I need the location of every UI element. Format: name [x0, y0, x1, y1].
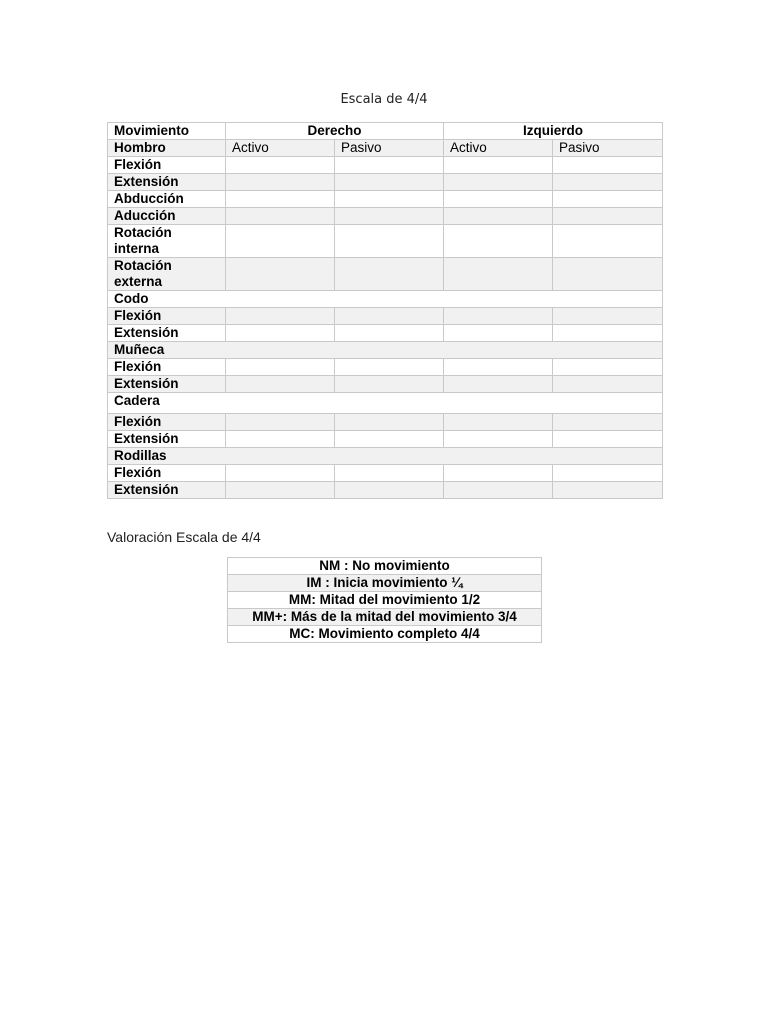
movement-label: Flexión [108, 359, 226, 376]
group-label-hombro: Hombro [108, 140, 226, 157]
legend-row [228, 558, 542, 575]
legend-row [228, 609, 542, 626]
header-derecho: Derecho [226, 123, 444, 140]
left-active-cell [444, 208, 553, 225]
left-active-cell [444, 482, 553, 499]
legend-item: MC: Movimiento completo 4/4 [228, 626, 542, 643]
right-active-cell [226, 258, 335, 291]
movement-table [107, 122, 663, 499]
movement-label: Rotación interna [108, 225, 226, 258]
right-passive-cell [335, 308, 444, 325]
header-izquierdo: Izquierdo [444, 123, 663, 140]
left-active-cell [444, 191, 553, 208]
left-active-cell [444, 431, 553, 448]
group-row [108, 448, 663, 465]
table-header-row [108, 123, 663, 140]
right-active-cell [226, 359, 335, 376]
right-active-cell [226, 431, 335, 448]
document-title: Escala de 4/4 [340, 92, 428, 107]
left-active-cell [444, 258, 553, 291]
movement-label: Aducción [108, 208, 226, 225]
right-passive-cell [335, 431, 444, 448]
right-active-cell [226, 414, 335, 431]
table-row [108, 308, 663, 325]
legend-item: IM : Inicia movimiento ¼ [228, 575, 542, 592]
movement-label: Extensión [108, 325, 226, 342]
right-passive-cell [335, 208, 444, 225]
legend-item: NM : No movimiento [228, 558, 542, 575]
left-passive-cell [553, 191, 663, 208]
right-passive-cell [335, 325, 444, 342]
left-passive-cell [553, 414, 663, 431]
left-passive-cell [553, 174, 663, 191]
valoracion-title: Valoración Escala de 4/4 [107, 529, 261, 545]
group-label: Cadera [108, 393, 663, 414]
left-active-cell [444, 359, 553, 376]
group-label: Muñeca [108, 342, 663, 359]
valoracion-legend-table [227, 557, 542, 643]
movement-label: Extensión [108, 174, 226, 191]
table-row [108, 431, 663, 448]
legend-row [228, 575, 542, 592]
right-passive-cell [335, 191, 444, 208]
left-active-cell [444, 465, 553, 482]
movement-label: Flexión [108, 414, 226, 431]
table-row [108, 157, 663, 174]
movement-label: Abducción [108, 191, 226, 208]
left-active-cell [444, 174, 553, 191]
table-row [108, 482, 663, 499]
subheader-left-passive: Pasivo [553, 140, 663, 157]
right-passive-cell [335, 376, 444, 393]
subheader-right-passive: Pasivo [335, 140, 444, 157]
left-passive-cell [553, 431, 663, 448]
left-active-cell [444, 308, 553, 325]
legend-item: MM+: Más de la mitad del movimiento 3/4 [228, 609, 542, 626]
legend-row [228, 592, 542, 609]
left-active-cell [444, 414, 553, 431]
table-row [108, 225, 663, 258]
left-passive-cell [553, 308, 663, 325]
right-passive-cell [335, 174, 444, 191]
left-active-cell [444, 225, 553, 258]
right-active-cell [226, 225, 335, 258]
group-label: Codo [108, 291, 663, 308]
left-active-cell [444, 157, 553, 174]
left-passive-cell [553, 225, 663, 258]
right-passive-cell [335, 225, 444, 258]
table-row [108, 208, 663, 225]
left-passive-cell [553, 482, 663, 499]
right-passive-cell [335, 465, 444, 482]
table-row [108, 191, 663, 208]
group-row [108, 393, 663, 414]
right-passive-cell [335, 157, 444, 174]
right-active-cell [226, 482, 335, 499]
table-subheader-row [108, 140, 663, 157]
table-row [108, 258, 663, 291]
header-movimiento: Movimiento [108, 123, 226, 140]
right-active-cell [226, 376, 335, 393]
subheader-right-active: Activo [226, 140, 335, 157]
legend-item: MM: Mitad del movimiento 1/2 [228, 592, 542, 609]
right-passive-cell [335, 258, 444, 291]
right-active-cell [226, 157, 335, 174]
right-passive-cell [335, 359, 444, 376]
left-passive-cell [553, 376, 663, 393]
left-passive-cell [553, 465, 663, 482]
right-passive-cell [335, 482, 444, 499]
movement-label: Extensión [108, 482, 226, 499]
left-passive-cell [553, 359, 663, 376]
movement-label: Flexión [108, 308, 226, 325]
left-passive-cell [553, 325, 663, 342]
left-active-cell [444, 325, 553, 342]
movement-label: Extensión [108, 376, 226, 393]
table-row [108, 174, 663, 191]
group-label: Rodillas [108, 448, 663, 465]
right-passive-cell [335, 414, 444, 431]
legend-row [228, 626, 542, 643]
table-row [108, 359, 663, 376]
group-row [108, 291, 663, 308]
left-passive-cell [553, 208, 663, 225]
left-passive-cell [553, 258, 663, 291]
table-row [108, 325, 663, 342]
right-active-cell [226, 191, 335, 208]
table-row [108, 414, 663, 431]
subheader-left-active: Activo [444, 140, 553, 157]
table-row [108, 465, 663, 482]
left-passive-cell [553, 157, 663, 174]
right-active-cell [226, 308, 335, 325]
table-row [108, 376, 663, 393]
right-active-cell [226, 174, 335, 191]
left-active-cell [444, 376, 553, 393]
right-active-cell [226, 325, 335, 342]
movement-label: Flexión [108, 465, 226, 482]
right-active-cell [226, 208, 335, 225]
movement-label: Rotación externa [108, 258, 226, 291]
right-active-cell [226, 465, 335, 482]
group-row [108, 342, 663, 359]
movement-label: Extensión [108, 431, 226, 448]
movement-label: Flexión [108, 157, 226, 174]
